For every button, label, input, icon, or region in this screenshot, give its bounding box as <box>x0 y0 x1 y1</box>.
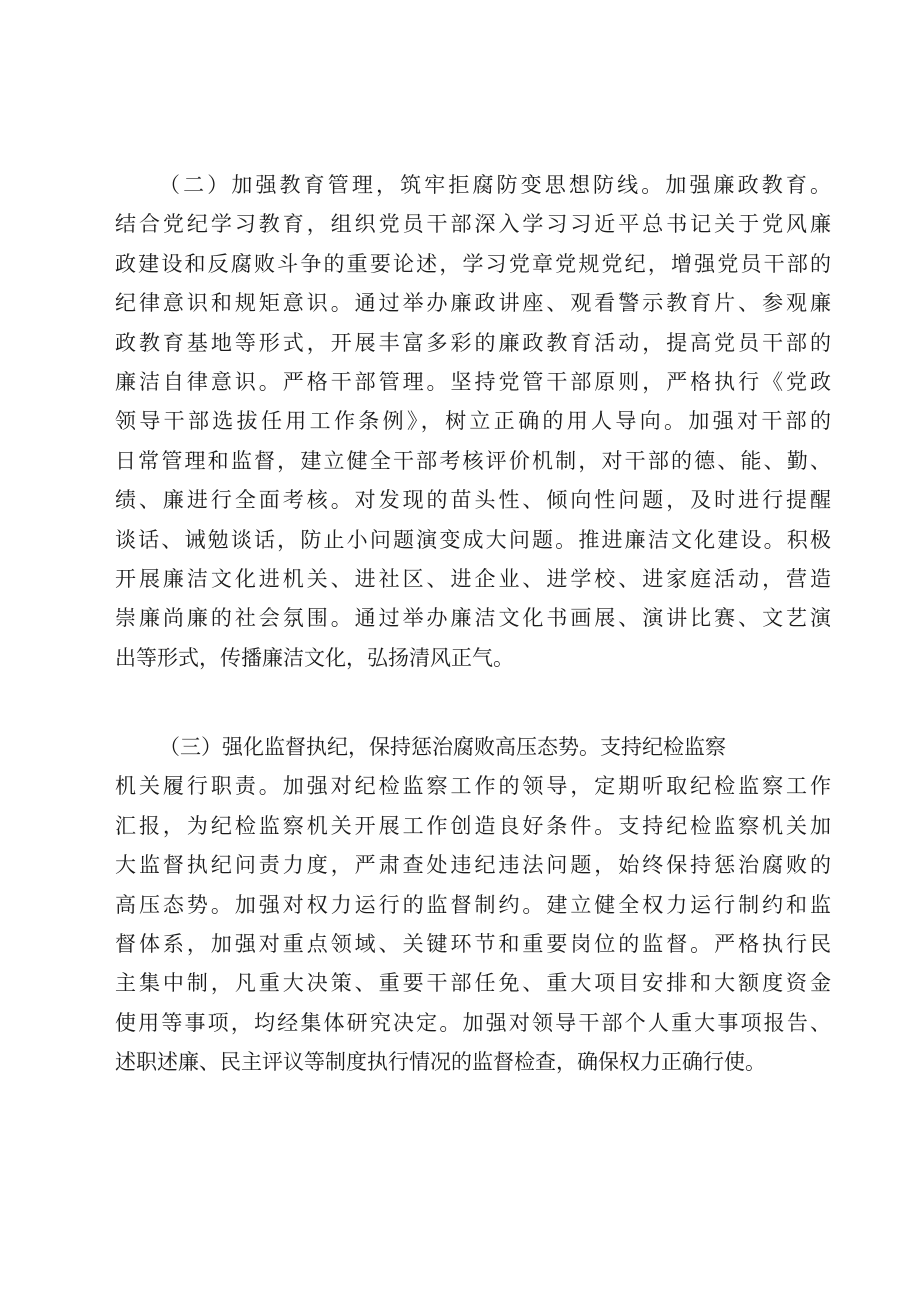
paragraph-line: 纪律意识和规矩意识。通过举办廉政讲座、观看警示教育片、参观廉 <box>115 291 831 316</box>
paragraph-line: 结合党纪学习教育，组织党员干部深入学习习近平总书记关于党风廉 <box>115 212 831 237</box>
paragraph-line: 主集中制，凡重大决策、重要干部任免、重大项目安排和大额度资金 <box>115 971 831 996</box>
paragraph-line: 开展廉洁文化进机关、进社区、进企业、进学校、进家庭活动，营造 <box>115 566 831 591</box>
paragraph-supervision-discipline <box>115 728 831 1083</box>
paragraph-line: 日常管理和监督，建立健全干部考核评价机制，对干部的德、能、勤、 <box>115 448 831 473</box>
paragraph-line: 大监督执纪问责力度，严肃查处违纪违法问题，始终保持惩治腐败的 <box>115 853 831 878</box>
paragraph-line: 汇报，为纪检监察机关开展工作创造良好条件。支持纪检监察机关加 <box>115 813 831 838</box>
paragraph-line: 政建设和反腐败斗争的重要论述，学习党章党规党纪，增强党员干部的 <box>115 251 831 276</box>
paragraph-line: （三）强化监督执纪，保持惩治腐败高压态势。支持纪检监察 <box>159 735 726 759</box>
paragraph-line: 使用等事项，均经集体研究决定。加强对领导干部个人重大事项报告、 <box>115 1010 831 1035</box>
paragraph-line: 机关履行职责。加强对纪检监察工作的领导，定期听取纪检监察工作 <box>115 774 831 799</box>
paragraph-line: 廉洁自律意识。严格干部管理。坚持党管干部原则，严格执行《党政 <box>115 369 831 394</box>
paragraph-line: 政教育基地等形式，开展丰富多彩的廉政教育活动，提高党员干部的 <box>115 330 831 355</box>
paragraph-line: 崇廉尚廉的社会氛围。通过举办廉洁文化书画展、演讲比赛、文艺演 <box>115 606 831 631</box>
paragraph-line: 绩、廉进行全面考核。对发现的苗头性、倾向性问题，及时进行提醒 <box>115 488 831 513</box>
paragraph-line: （二）加强教育管理，筑牢拒腐防变思想防线。加强廉政教育。 <box>159 173 831 197</box>
paragraph-line: 高压态势。加强对权力运行的监督制约。建立健全权力运行制约和监 <box>115 892 831 917</box>
paragraph-line: 领导干部选拔任用工作条例》，树立正确的用人导向。加强对干部的 <box>115 409 831 434</box>
paragraph-line: 谈话、诫勉谈话，防止小问题演变成大问题。推进廉洁文化建设。积极 <box>115 527 831 552</box>
paragraph-line: 述职述廉、民主评议等制度执行情况的监督检查，确保权力正确行使。 <box>115 1050 766 1075</box>
paragraph-line: 出等形式，传播廉洁文化，弘扬清风正气。 <box>115 645 514 670</box>
paragraph-line: 督体系，加强对重点领域、关键环节和重要岗位的监督。严格执行民 <box>115 931 831 956</box>
paragraph-education-management <box>115 166 831 678</box>
